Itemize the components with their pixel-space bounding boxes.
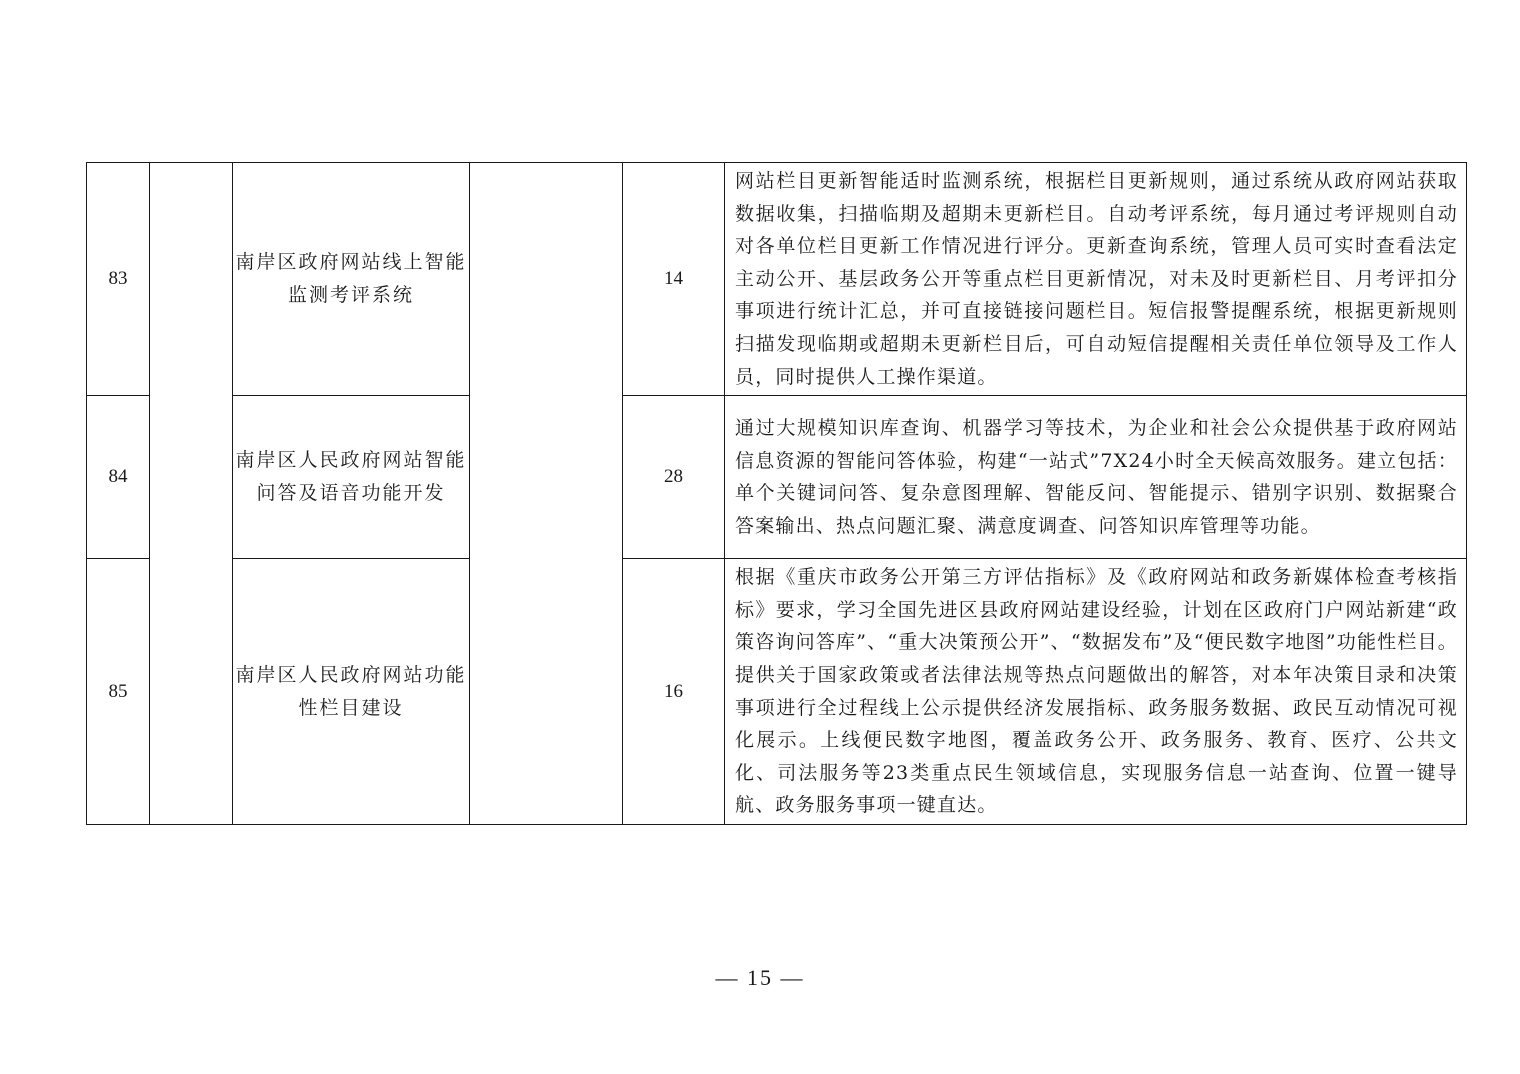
row-number: 84 [87,396,150,559]
project-name: 南岸区政府网站线上智能监测考评系统 [233,163,470,396]
project-name: 南岸区人民政府网站功能性栏目建设 [233,559,470,825]
empty-merged-cell [150,163,233,825]
project-table [86,162,1467,825]
table-row [87,163,1467,396]
project-name: 南岸区人民政府网站智能问答及语音功能开发 [233,396,470,559]
project-amount: 28 [623,396,725,559]
table-row [87,559,1467,825]
row-number: 85 [87,559,150,825]
project-amount: 16 [623,559,725,825]
empty-merged-cell [470,163,623,825]
project-description: 网站栏目更新智能适时监测系统，根据栏目更新规则，通过系统从政府网站获取数据收集，扫描临期及超期未更新栏目。自动考评系统，每月通过考评规则自动对各单位栏目更新工作情况进行评分。更新查询系统，管理人员可实时查看法定主动公开、基层政务公开等重点栏目更新情况，对未及时更新栏目、月考评扣分事项进行统计汇总，并可直接链接问题栏目。短信报警提醒系统，根据更新规则扫描发现临期或超期未更新栏目后，可自动短信提醒相关责任单位领导及工作人员，同时提供人工操作渠道。 [725,163,1467,396]
page-number: — 15 — [715,965,805,990]
project-amount: 14 [623,163,725,396]
table-row [87,396,1467,559]
project-description: 通过大规模知识库查询、机器学习等技术，为企业和社会公众提供基于政府网站信息资源的智能问答体验，构建“一站式”7X24小时全天候高效服务。建立包括：单个关键词问答、复杂意图理解、智能反问、智能提示、错别字识别、数据聚合答案输出、热点问题汇聚、满意度调查、问答知识库管理等功能。 [725,396,1467,559]
project-description: 根据《重庆市政务公开第三方评估指标》及《政府网站和政务新媒体检查考核指标》要求，学习全国先进区县政府网站建设经验，计划在区政府门户网站新建“政策咨询问答库”、“重大决策预公开”、“数据发布”及“便民数字地图”功能性栏目。提供关于国家政策或者法律法规等热点问题做出的解答，对本年决策目录和决策事项进行全过程线上公示提供经济发展指标、政务服务数据、政民互动情况可视化展示。上线便民数字地图，覆盖政务公开、政务服务、教育、医疗、公共文化、司法服务等23类重点民生领域信息，实现服务信息一站查询、位置一键导航、政务服务事项一键直达。 [725,559,1467,825]
row-number: 83 [87,163,150,396]
